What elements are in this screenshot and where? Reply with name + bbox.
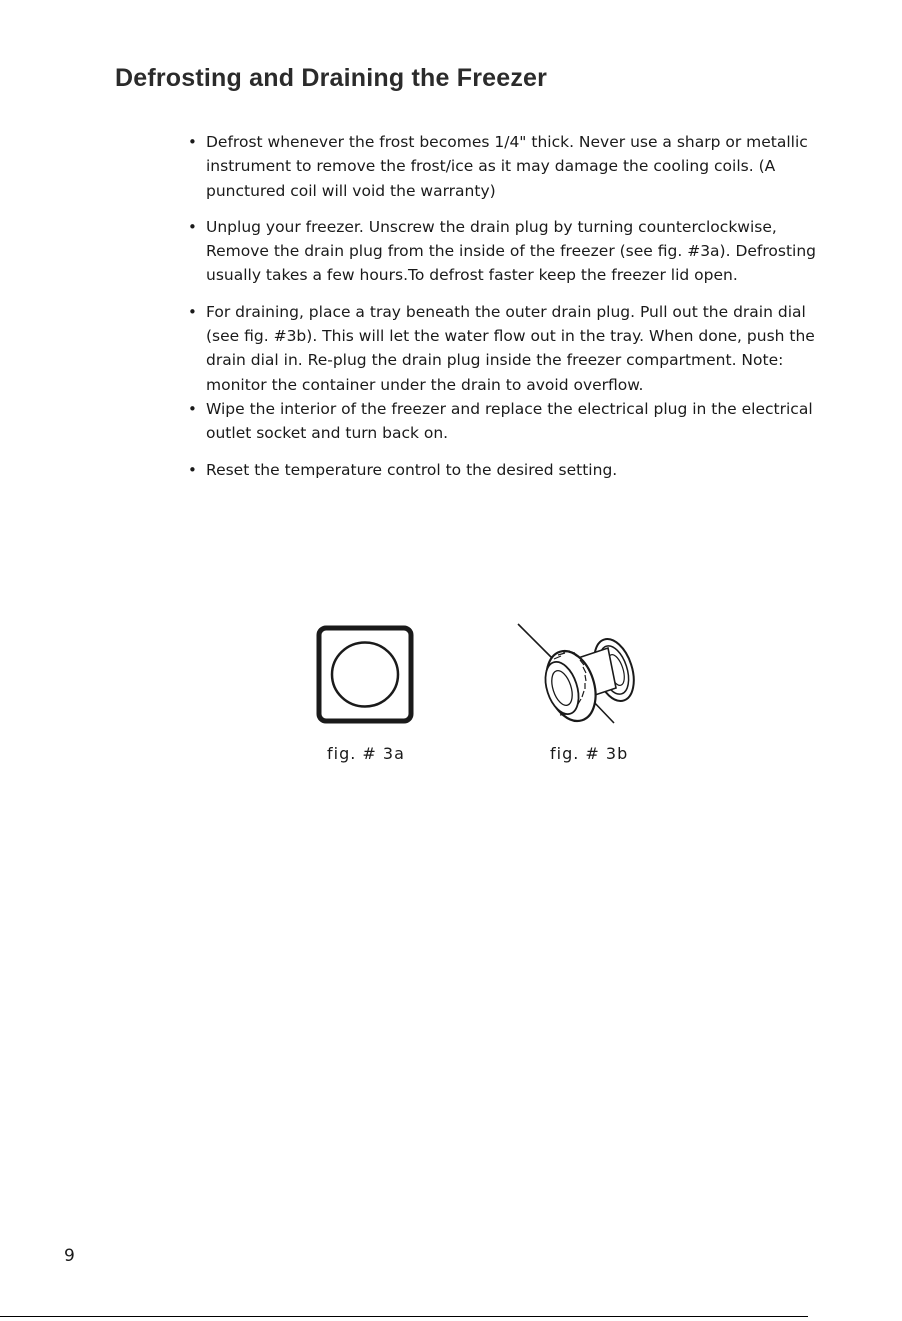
page-number: 9 [64, 1246, 75, 1266]
drain-dial-illustration [516, 622, 642, 726]
figure-3b-caption: fig. # 3b [550, 744, 629, 763]
list-item-text: Defrost whenever the frost becomes 1/4" thick. Never use a sharp or metallic instrument to remove the frost/ice as it may damage the cooling coils. (A punctured coil will void the warranty) [206, 133, 808, 200]
bottom-divider [0, 1316, 808, 1317]
page-title: Defrosting and Draining the Freezer [115, 64, 548, 92]
bullet-marker: • [188, 302, 197, 321]
bullet-marker: • [188, 217, 197, 236]
drain-plug-illustration [316, 625, 414, 724]
instruction-list [188, 130, 828, 482]
bullet-marker: • [188, 399, 197, 418]
list-item [188, 215, 828, 288]
list-item [188, 458, 828, 482]
list-item-text: Reset the temperature control to the desired setting. [206, 460, 618, 479]
list-item-text: Unplug your freezer. Unscrew the drain plug by turning counterclockwise, Remove the drain plug from the inside of the freezer (see fig. #3a). Defrosting usually takes a few hours.To defrost faster keep the freezer lid open. [206, 217, 817, 285]
list-item-text: For draining, place a tray beneath the outer drain plug. Pull out the drain dial (see fig. #3b). This will let the water flow out in the tray. When done, push the drain dial in. Re-plug the drain plug inside the freezer compartment. Note: monitor the container under the drain to avoid overflow. [206, 302, 815, 394]
list-item [188, 130, 828, 203]
list-item [188, 300, 828, 397]
list-item-text: Wipe the interior of the freezer and replace the electrical plug in the electrical outlet socket and turn back on. [206, 399, 813, 443]
bullet-marker: • [188, 460, 197, 479]
list-item [188, 397, 828, 446]
figure-3a-caption: fig. # 3a [327, 744, 405, 763]
bullet-marker: • [188, 133, 197, 151]
